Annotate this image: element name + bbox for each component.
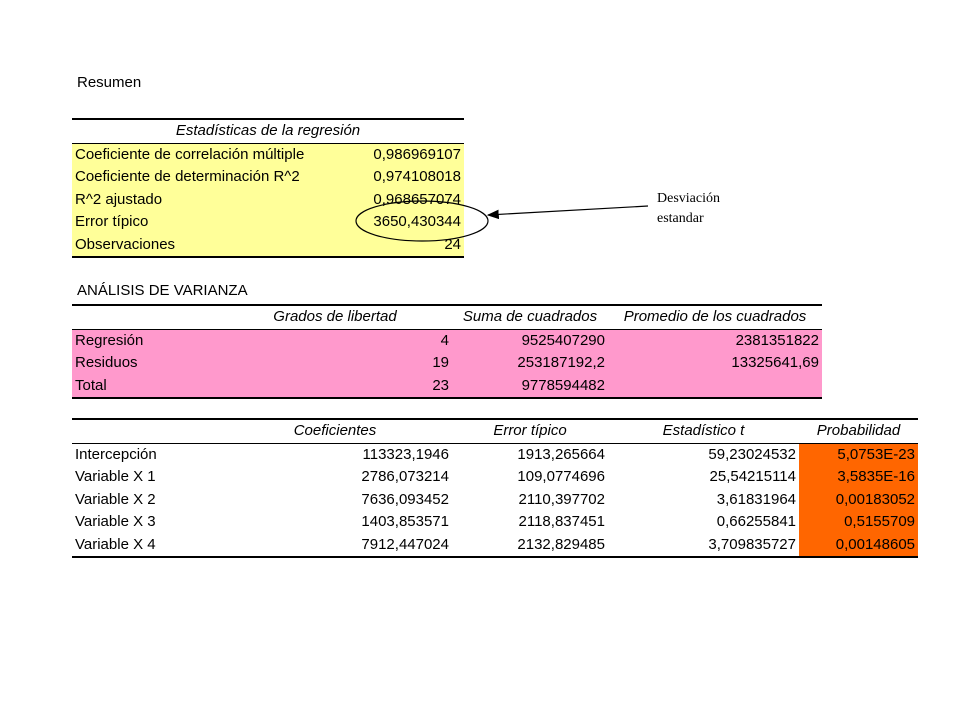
annotation-line-2: estandar (657, 211, 704, 226)
anova-header-ms: Promedio de los cuadrados (608, 305, 822, 329)
annotation-arrow (488, 206, 648, 215)
coef-value: 113323,1946 (362, 445, 449, 463)
coef-t: 0,66255841 (716, 513, 796, 530)
stat-value: 24 (352, 234, 464, 258)
stat-value: 3650,430344 (352, 211, 464, 234)
anova-ms: 13325641,69 (608, 352, 822, 375)
coef-se: 2110,397702 (518, 490, 605, 508)
table-row (72, 489, 918, 512)
anova-table (72, 304, 822, 399)
coef-se: 2132,829485 (452, 534, 608, 558)
table-row (72, 443, 918, 466)
stat-label: Observaciones (72, 234, 352, 258)
table-row (72, 534, 918, 558)
stat-value: 0,986969107 (352, 143, 464, 166)
stat-value: 0,968657074 (352, 189, 464, 212)
anova-label: Regresión (72, 329, 218, 352)
coefficients-table (72, 418, 918, 558)
coef-label: Variable X 1 (75, 468, 156, 485)
coef-header-p: Probabilidad (799, 419, 918, 443)
coef-value: 7636,093452 (361, 490, 449, 508)
coef-t: 3,709835727 (608, 534, 799, 558)
anova-df: 23 (218, 375, 452, 399)
coef-header-se: Error típico (452, 419, 608, 443)
anova-label: Total (72, 375, 218, 399)
coef-se: 1913,265664 (517, 445, 605, 463)
coef-t: 3,61831964 (716, 490, 796, 508)
anova-header-empty (72, 305, 218, 329)
table-row (72, 466, 918, 489)
anova-title: ANÁLISIS DE VARIANZA (77, 282, 248, 299)
coef-p: 5,0753E-23 (799, 443, 918, 466)
regression-stats-header: Estadísticas de la regresión (72, 119, 464, 143)
table-row (72, 511, 918, 534)
stat-value: 0,974108018 (352, 166, 464, 189)
coef-p: 0,00148605 (799, 534, 918, 558)
coef-t: 25,54215114 (709, 468, 796, 485)
coef-header-t: Estadístico t (608, 419, 799, 443)
anova-df: 19 (218, 352, 452, 375)
coef-label: Variable X 2 (75, 490, 156, 508)
coef-label: Intercepción (75, 445, 157, 463)
stat-label: Error típico (72, 211, 352, 234)
table-row (72, 375, 822, 399)
anova-ss: 253187192,2 (452, 352, 608, 375)
coef-p: 0,00183052 (799, 489, 918, 512)
anova-df: 4 (218, 329, 452, 352)
coef-label: Variable X 4 (72, 534, 218, 558)
highlight-circle (356, 201, 488, 241)
anova-ms: 2381351822 (608, 329, 822, 352)
stat-label: Coeficiente de correlación múltiple (72, 143, 352, 166)
coef-value: 7912,447024 (218, 534, 452, 558)
annotation-line-1: Desviación (657, 191, 720, 206)
anova-ms (608, 375, 822, 399)
anova-label: Residuos (72, 352, 218, 375)
coef-header-empty (72, 419, 218, 443)
anova-header-ss: Suma de cuadrados (452, 305, 608, 329)
stat-label: R^2 ajustado (72, 189, 352, 212)
coef-p: 0,5155709 (799, 511, 918, 534)
anova-header-df: Grados de libertad (218, 305, 452, 329)
coef-se: 2118,837451 (518, 513, 605, 530)
coef-value: 2786,073214 (361, 468, 449, 485)
annotation-text (657, 189, 720, 229)
anova-ss: 9778594482 (452, 375, 608, 399)
stat-label: Coeficiente de determinación R^2 (72, 166, 352, 189)
coef-header-coef: Coeficientes (218, 419, 452, 443)
coef-se: 109,0774696 (517, 468, 605, 485)
coef-t: 59,23024532 (708, 445, 796, 463)
coef-p: 3,5835E-16 (799, 466, 918, 489)
table-row (72, 352, 822, 375)
resumen-title: Resumen (77, 74, 142, 91)
coef-label: Variable X 3 (75, 513, 156, 530)
coef-value: 1403,853571 (361, 513, 449, 530)
anova-ss: 9525407290 (452, 329, 608, 352)
table-row (72, 329, 822, 352)
